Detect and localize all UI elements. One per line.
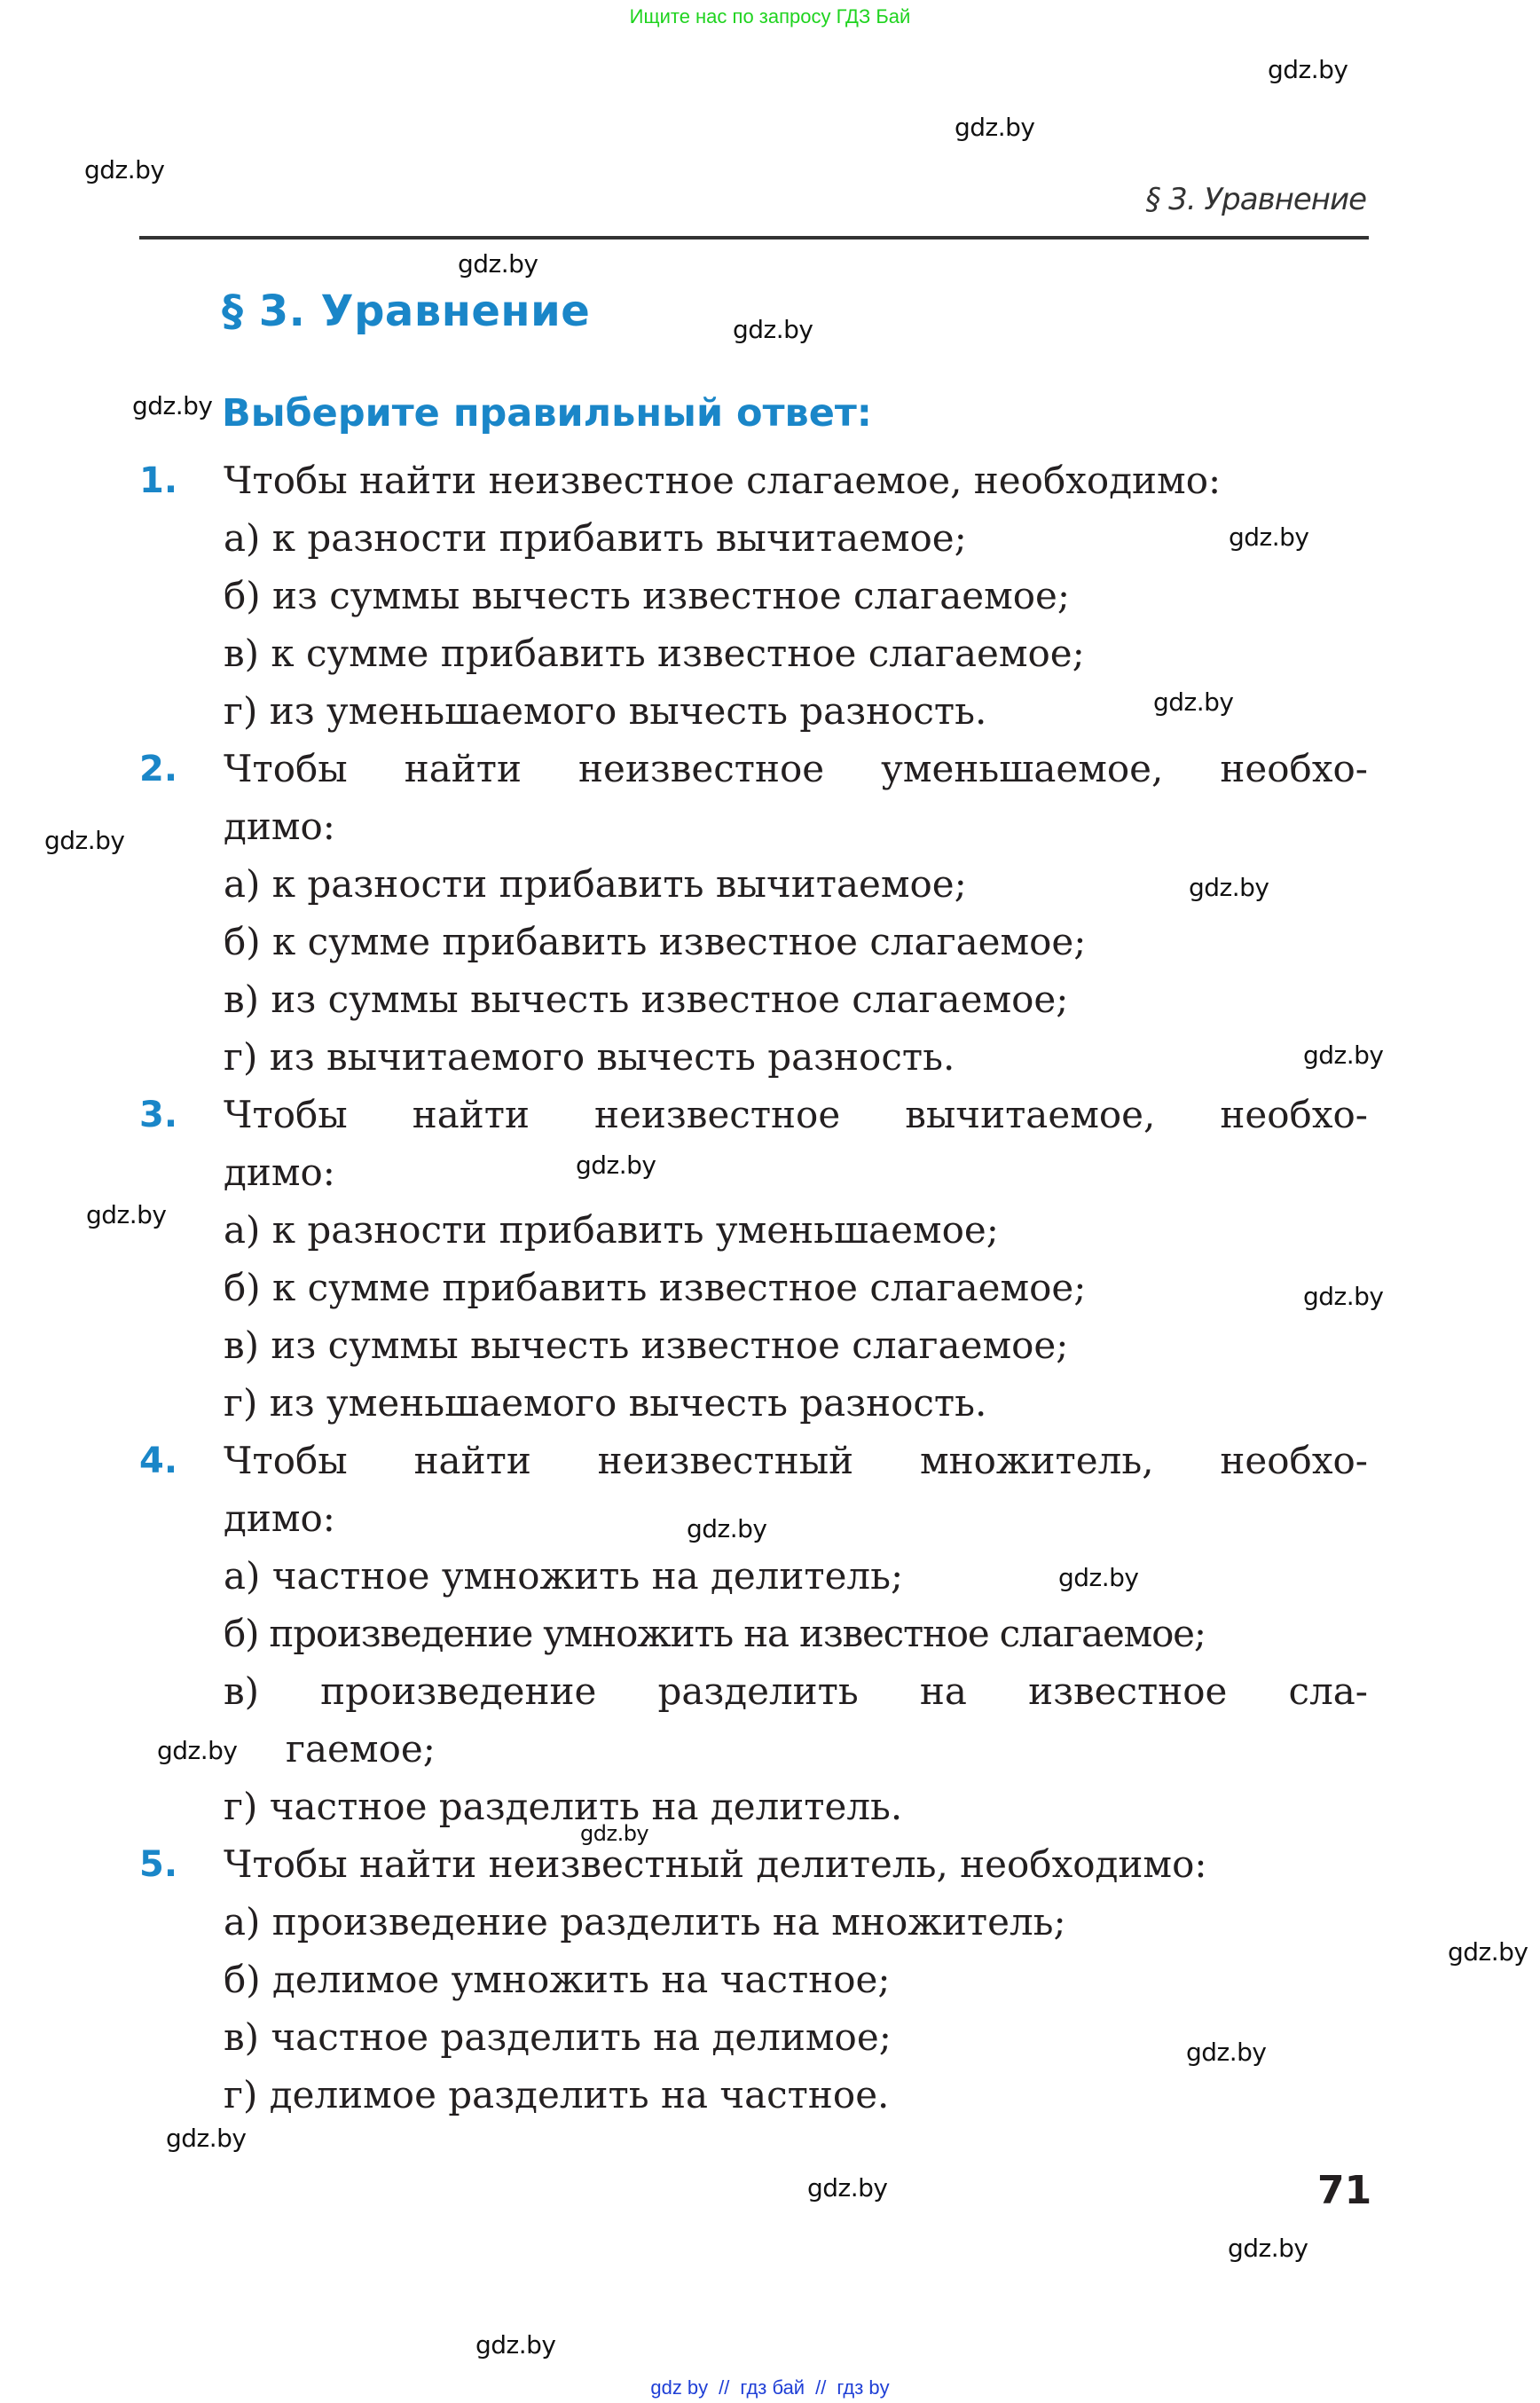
answer-option-c: в) произведение разделить на известное сла- (224, 1669, 1368, 1713)
footer-separator: // (815, 2376, 827, 2399)
watermark: gdz.by (807, 2173, 888, 2203)
answer-option-a: а) к разности прибавить уменьшаемое; (224, 1208, 999, 1252)
question-number: 3. (139, 1095, 178, 1135)
question-text: Чтобы найти неизвестный делитель, необходимо: (224, 1842, 1207, 1886)
watermark: gdz.by (157, 1736, 238, 1765)
answer-option-a: а) произведение разделить на множитель; (224, 1900, 1066, 1944)
watermark: gdz.by (955, 113, 1035, 142)
answer-option-b: б) к сумме прибавить известное слагаемое; (224, 920, 1087, 963)
header-rule (139, 236, 1369, 240)
watermark: gdz.by (44, 826, 125, 855)
answer-option-c: в) к сумме прибавить известное слагаемое; (224, 632, 1085, 675)
answer-option-b: б) к сумме прибавить известное слагаемое; (224, 1266, 1087, 1309)
question-text-cont: димо: (224, 1496, 335, 1540)
answer-option-d: г) частное разделить на делитель. (224, 1785, 903, 1828)
watermark: gdz.by (733, 315, 813, 344)
question-number: 2. (139, 749, 178, 789)
section-subtitle: Выберите правильный ответ: (222, 391, 872, 436)
watermark: gdz.by (84, 155, 165, 185)
watermark: gdz.by (458, 249, 538, 279)
watermark: gdz.by (1228, 2234, 1308, 2263)
question-number: 4. (139, 1441, 178, 1481)
page-title: § 3. Уравнение (222, 287, 591, 336)
answer-option-b: б) делимое умножить на частное; (224, 1958, 891, 2001)
watermark: gdz.by (687, 1514, 767, 1543)
answer-option-c: в) частное разделить на делимое; (224, 2015, 892, 2059)
answer-option-c: в) из суммы вычесть известное слагаемое; (224, 978, 1069, 1021)
answer-option-c: в) из суммы вычесть известное слагаемое; (224, 1323, 1069, 1367)
watermark: gdz.by (1303, 1282, 1384, 1311)
question-text: Чтобы найти неизвестное уменьшаемое, необхо- (224, 747, 1368, 790)
page-number: 71 (1317, 2168, 1372, 2213)
answer-option-a: а) к разности прибавить вычитаемое; (224, 862, 967, 906)
question-number: 5. (139, 1844, 178, 1885)
answer-option-a: а) к разности прибавить вычитаемое; (224, 516, 967, 560)
answer-option-d: г) из уменьшаемого вычесть разность. (224, 689, 987, 733)
answer-option-b: б) из суммы вычесть известное слагаемое; (224, 574, 1071, 617)
answer-option-b: б) произведение умножить на известное слагаемое; (224, 1612, 1206, 1655)
watermark: gdz.by (576, 1150, 656, 1180)
question-text: Чтобы найти неизвестный множитель, необхо- (224, 1439, 1368, 1482)
answer-option-d: г) из вычитаемого вычесть разность. (224, 1035, 955, 1079)
watermark: gdz.by (1058, 1563, 1139, 1592)
watermark: gdz.by (132, 391, 213, 420)
question-text-cont: димо: (224, 805, 335, 848)
question-text-cont: димо: (224, 1150, 335, 1194)
question-text: Чтобы найти неизвестное вычитаемое, необхо- (224, 1093, 1368, 1136)
answer-option-a: а) частное умножить на делитель; (224, 1554, 904, 1598)
answer-option-d: г) из уменьшаемого вычесть разность. (224, 1381, 987, 1425)
running-header: § 3. Уравнение (1145, 182, 1366, 217)
question-text: Чтобы найти неизвестное слагаемое, необходимо: (224, 459, 1222, 502)
answer-option-d: г) делимое разделить на частное. (224, 2073, 890, 2116)
watermark: gdz.by (166, 2124, 247, 2153)
watermark: gdz.by (1448, 1937, 1528, 1967)
question-number: 1. (139, 460, 178, 501)
watermark: gdz.by (1186, 2038, 1267, 2067)
watermark: gdz.by (86, 1200, 167, 1229)
footer-links (0, 2376, 1540, 2400)
watermark: gdz.by (1153, 687, 1234, 717)
top-banner: Ищите нас по запросу ГДЗ Бай (629, 5, 911, 27)
footer-link-gdz-by[interactable]: gdz by (650, 2376, 709, 2399)
watermark: gdz.by (475, 2330, 556, 2360)
watermark: gdz.by (1189, 873, 1269, 902)
watermark: gdz.by (1303, 1041, 1384, 1070)
footer-link-gdz-bai[interactable]: гдз бай (740, 2376, 805, 2399)
watermark: gdz.by (580, 1821, 649, 1846)
footer-link-gdz-by-cyr[interactable]: гдз by (837, 2376, 890, 2399)
watermark: gdz.by (1229, 522, 1309, 552)
answer-option-c-cont: гаемое; (286, 1727, 436, 1771)
watermark: gdz.by (1268, 55, 1348, 84)
footer-separator: // (719, 2376, 730, 2399)
